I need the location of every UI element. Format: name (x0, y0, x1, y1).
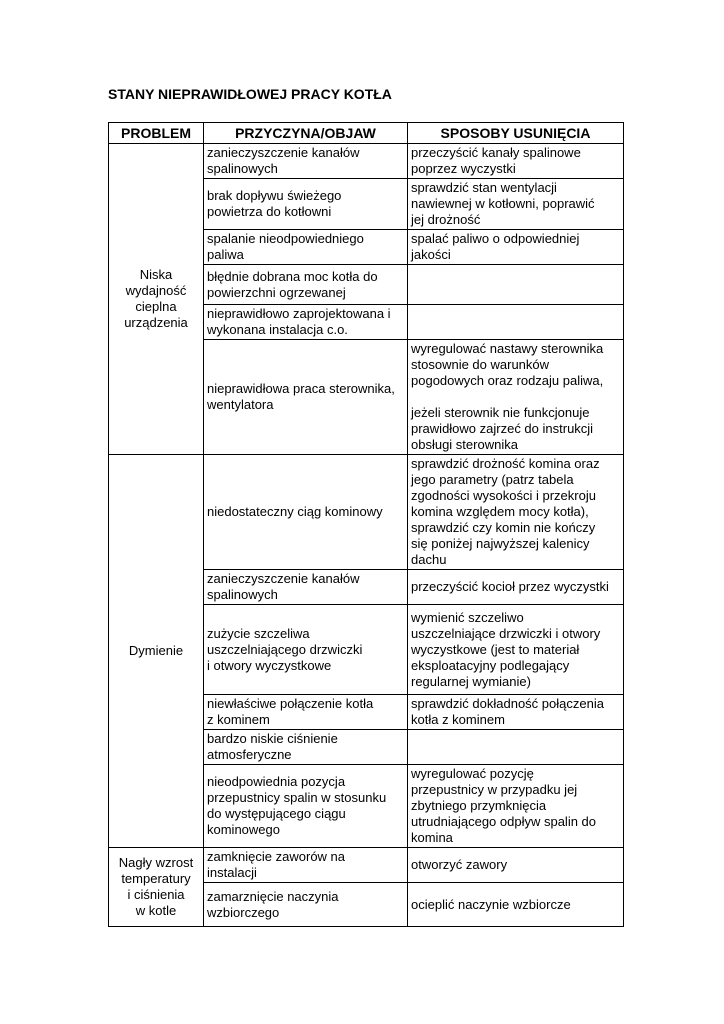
cause-cell: błędnie dobrana moc kotła do powierzchni ogrzewanej (204, 265, 408, 305)
remedy-cell: wymienić szczeliwo uszczelniające drzwiczki i otwory wyczystkowe (jest to materiał eksploatacyjny podlegający regularnej wymianie) (408, 605, 624, 695)
cause-cell: zamknięcie zaworów na instalacji (204, 848, 408, 883)
cause-cell: zanieczyszczenie kanałów spalinowych (204, 570, 408, 605)
remedy-cell (408, 305, 624, 340)
problem-cell: Nagły wzrost temperatury i ciśnienia w kotle (109, 848, 204, 927)
remedy-cell: otworzyć zawory (408, 848, 624, 883)
cause-cell: zużycie szczeliwa uszczelniającego drzwiczki i otwory wyczystkowe (204, 605, 408, 695)
remedy-cell: wyregulować pozycję przepustnicy w przypadku jej zbytniego przymknięcia utrudniającego odpływ spalin do komina (408, 765, 624, 848)
header-remedy: SPOSOBY USUNIĘCIA (408, 123, 624, 144)
remedy-cell: sprawdzić stan wentylacji nawiewnej w kotłowni, poprawić jej drożność (408, 179, 624, 230)
problem-cell: Niska wydajność cieplna urządzenia (109, 144, 204, 455)
cause-cell: nieprawidłowa praca sterownika, wentylatora (204, 340, 408, 455)
table-body (109, 144, 624, 927)
header-problem: PROBLEM (109, 123, 204, 144)
cause-cell: zanieczyszczenie kanałów spalinowych (204, 144, 408, 179)
remedy-cell: ocieplić naczynie wzbiorcze (408, 883, 624, 927)
table-row (109, 455, 624, 570)
remedy-cell: spalać paliwo o odpowiedniej jakości (408, 230, 624, 265)
remedy-cell: wyregulować nastawy sterownika stosownie do warunków pogodowych oraz rodzaju paliwa, jeżeli sterownik nie funkcjonuje prawidłowo zajrzeć do instrukcji obsługi sterownika (408, 340, 624, 455)
cause-cell: nieodpowiednia pozycja przepustnicy spalin w stosunku do występującego ciągu kominowego (204, 765, 408, 848)
cause-cell: niewłaściwe połączenie kotła z kominem (204, 695, 408, 730)
remedy-cell (408, 265, 624, 305)
header-row (109, 123, 624, 144)
cause-cell: bardzo niskie ciśnienie atmosferyczne (204, 730, 408, 765)
remedy-cell: sprawdzić dokładność połączenia kotła z kominem (408, 695, 624, 730)
problem-cell: Dymienie (109, 455, 204, 848)
cause-cell: brak dopływu świeżego powietrza do kotłowni (204, 179, 408, 230)
table-row (109, 144, 624, 179)
remedy-cell: przeczyścić kocioł przez wyczystki (408, 570, 624, 605)
cause-cell: niedostateczny ciąg kominowy (204, 455, 408, 570)
cause-cell: zamarznięcie naczynia wzbiorczego (204, 883, 408, 927)
fault-table (108, 122, 624, 927)
remedy-cell: sprawdzić drożność komina oraz jego parametry (patrz tabela zgodności wysokości i przekroju komina względem mocy kotła), sprawdzić czy komin nie kończy się poniżej najwyższej kalenicy dachu (408, 455, 624, 570)
remedy-cell (408, 730, 624, 765)
table-row (109, 848, 624, 883)
header-cause: PRZYCZYNA/OBJAW (204, 123, 408, 144)
cause-cell: nieprawidłowo zaprojektowana i wykonana instalacja c.o. (204, 305, 408, 340)
cause-cell: spalanie nieodpowiedniego paliwa (204, 230, 408, 265)
remedy-cell: przeczyścić kanały spalinowe poprzez wyczystki (408, 144, 624, 179)
page-title: STANY NIEPRAWIDŁOWEJ PRACY KOTŁA (108, 86, 392, 102)
